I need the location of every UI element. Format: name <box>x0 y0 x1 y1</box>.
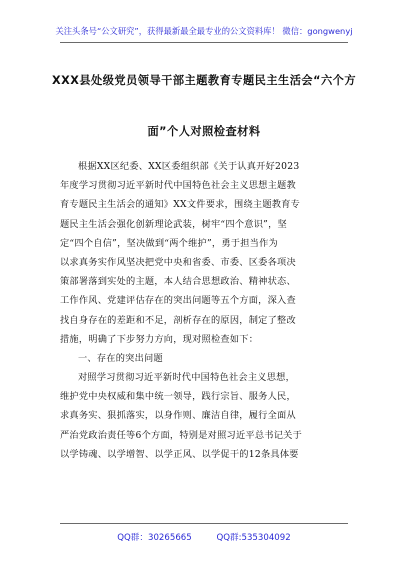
header-divider <box>60 42 348 43</box>
footer <box>0 531 408 543</box>
body-line: 维护党中央权威和集中统一领导，践行宗旨、服务人民， <box>60 391 296 403</box>
footer-qq-group-1: QQ群：30265665 <box>117 533 192 543</box>
footer-qq-group-2: QQ群:535304092 <box>216 533 291 543</box>
body-line: 工作作风、党建评估存在的突出问题等五个方面，深入查 <box>60 295 296 307</box>
section-heading: 一、存在的突出问题 <box>78 352 163 364</box>
body-line: 策部署落到实处的主题，本人结合思想政治、精神状态、 <box>60 276 296 288</box>
document-title-line-2: 面”个人对照检查材料 <box>147 125 261 138</box>
body-line: 找自身存在的差距和不足，剖析存在的原因，制定了整改 <box>60 314 296 326</box>
header-promo-text: 关注头条号“公文研究”，获得最新最全最专业的公文资料库！ 微信：gongwenyj <box>55 26 353 36</box>
body-line: 严治党政治责任等6个方面，特别是对照习近平总书记关于 <box>60 429 303 441</box>
body-line: 定“四个自信”，坚决做到“两个维护”，勇于担当作为 <box>60 237 278 249</box>
body-line: 根据XX区纪委、XX区委组织部《关于认真开好2023 <box>78 161 300 172</box>
body-line: 题民主生活会强化创新理论武装，树牢“四个意识”，坚 <box>60 218 287 230</box>
body-line: 对照学习贯彻习近平新时代中国特色社会主义思想， <box>78 372 296 384</box>
body-line: 以学铸魂、以学增智、以学正风、以学促干的12条具体要 <box>60 448 299 460</box>
body-line: 以求真务实作风坚决把党中央和省委、市委、区委各项决 <box>60 256 296 268</box>
body-line: 措施，明确了下步努力方向，现对照检查如下： <box>60 333 259 345</box>
body-line: 年度学习贯彻习近平新时代中国特色社会主义思想主题教 <box>60 180 296 192</box>
body-line: 求真务实、狠抓落实，以身作则、廉洁自律，履行全面从 <box>60 410 296 422</box>
document-title-line-1: XXX县处级党员领导干部主题教育专题民主生活会“六个方 <box>51 74 357 87</box>
footer-divider <box>60 523 348 524</box>
body-line: 育专题民主生活会的通知》XX文件要求，围绕主题教育专 <box>60 199 301 211</box>
document-body <box>60 157 350 464</box>
